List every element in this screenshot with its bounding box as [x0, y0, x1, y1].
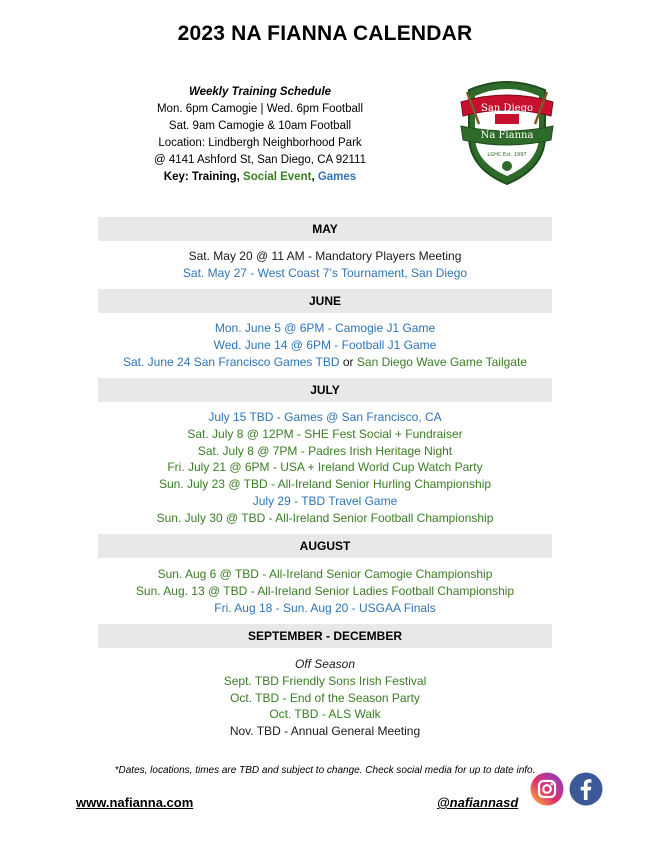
event-item	[60, 354, 590, 371]
key-comma: ,	[311, 171, 315, 183]
website-link[interactable]: www.nafianna.com	[76, 795, 194, 810]
event-item: Sun. Aug. 13 @ TBD - All-Ireland Senior Ladies Football Championship	[135, 583, 515, 598]
instagram-icon[interactable]	[530, 772, 564, 806]
may-events	[60, 248, 590, 282]
key-games: Games	[317, 171, 357, 183]
social-handle-link[interactable]: @nafiannasd	[437, 795, 519, 810]
schedule-line: @ 4141 Ashford St, San Diego, CA 92111	[154, 154, 366, 166]
section-june: JUNE	[98, 289, 552, 313]
club-crest-logo	[457, 74, 557, 186]
training-schedule	[130, 84, 390, 186]
event-item: Fri. Aug 18 - Sun. Aug 20 - USGAA Finals	[214, 600, 436, 615]
event-item: July 29 - TBD Travel Game	[252, 493, 398, 508]
june-events	[60, 320, 590, 370]
august-events	[60, 566, 590, 616]
section-august: AUGUST	[98, 534, 552, 558]
schedule-line: Location: Lindbergh Neighborhood Park	[158, 137, 362, 149]
section-july: JULY	[98, 378, 552, 402]
event-item: Sun. July 30 @ TBD - All-Ireland Senior Football Championship	[156, 510, 494, 525]
event-item: Oct. TBD - End of the Season Party	[230, 690, 420, 705]
logo-top-text: San Diego	[481, 103, 533, 114]
schedule-line: Mon. 6pm Camogie | Wed. 6pm Football	[156, 103, 364, 115]
logo-bottom-text: Na Fianna	[480, 130, 534, 141]
event-item: Sat. May 27 - West Coast 7’s Tournament, San Diego	[182, 265, 468, 280]
event-item: Oct. TBD - ALS Walk	[269, 707, 381, 722]
event-item: Wed. June 14 @ 6PM - Football J1 Game	[213, 337, 437, 352]
logo-est-text: LGHC Est. 1997	[487, 152, 527, 158]
key-social: Social Event	[243, 171, 312, 183]
facebook-icon[interactable]	[569, 772, 603, 806]
schedule-line: Sat. 9am Camogie & 10am Football	[168, 120, 352, 132]
disclaimer: *Dates, locations, times are TBD and subject to change. Check social media for up to date info.	[114, 765, 536, 776]
sept-dec-events	[60, 656, 590, 740]
event-item: Nov. TBD - Annual General Meeting	[229, 724, 421, 739]
color-key	[130, 169, 390, 186]
event-item: Sept. TBD Friendly Sons Irish Festival	[223, 673, 427, 688]
event-item: July 15 TBD - Games @ San Francisco, CA	[208, 410, 442, 424]
event-item: Sun. Aug 6 @ TBD - All-Ireland Senior Camogie Championship	[157, 567, 493, 581]
event-game-part: Sat. June 24 San Francisco Games TBD	[123, 354, 340, 369]
section-may: MAY	[98, 217, 552, 241]
july-events	[60, 409, 590, 527]
key-training: Key: Training,	[163, 171, 240, 183]
section-sept-dec: SEPTEMBER - DECEMBER	[98, 624, 552, 648]
event-item: Sat. May 20 @ 11 AM - Mandatory Players Meeting	[188, 249, 462, 263]
event-item: Fri. July 21 @ 6PM - USA + Ireland World Cup Watch Party	[167, 460, 483, 475]
page-title: 2023 NA FIANNA CALENDAR	[177, 22, 473, 45]
event-or: or	[339, 354, 357, 369]
event-item: Sun. July 23 @ TBD - All-Ireland Senior Hurling Championship	[158, 477, 492, 492]
schedule-heading: Weekly Training Schedule	[188, 86, 332, 98]
event-item: Sat. July 8 @ 12PM - SHE Fest Social + Fundraiser	[187, 426, 463, 441]
event-item: Sat. July 8 @ 7PM - Padres Irish Heritage Night	[197, 443, 453, 458]
event-item: Mon. June 5 @ 6PM - Camogie J1 Game	[214, 321, 436, 335]
event-social-part: San Diego Wave Game Tailgate	[356, 354, 527, 369]
off-season-label: Off Season	[294, 657, 356, 671]
